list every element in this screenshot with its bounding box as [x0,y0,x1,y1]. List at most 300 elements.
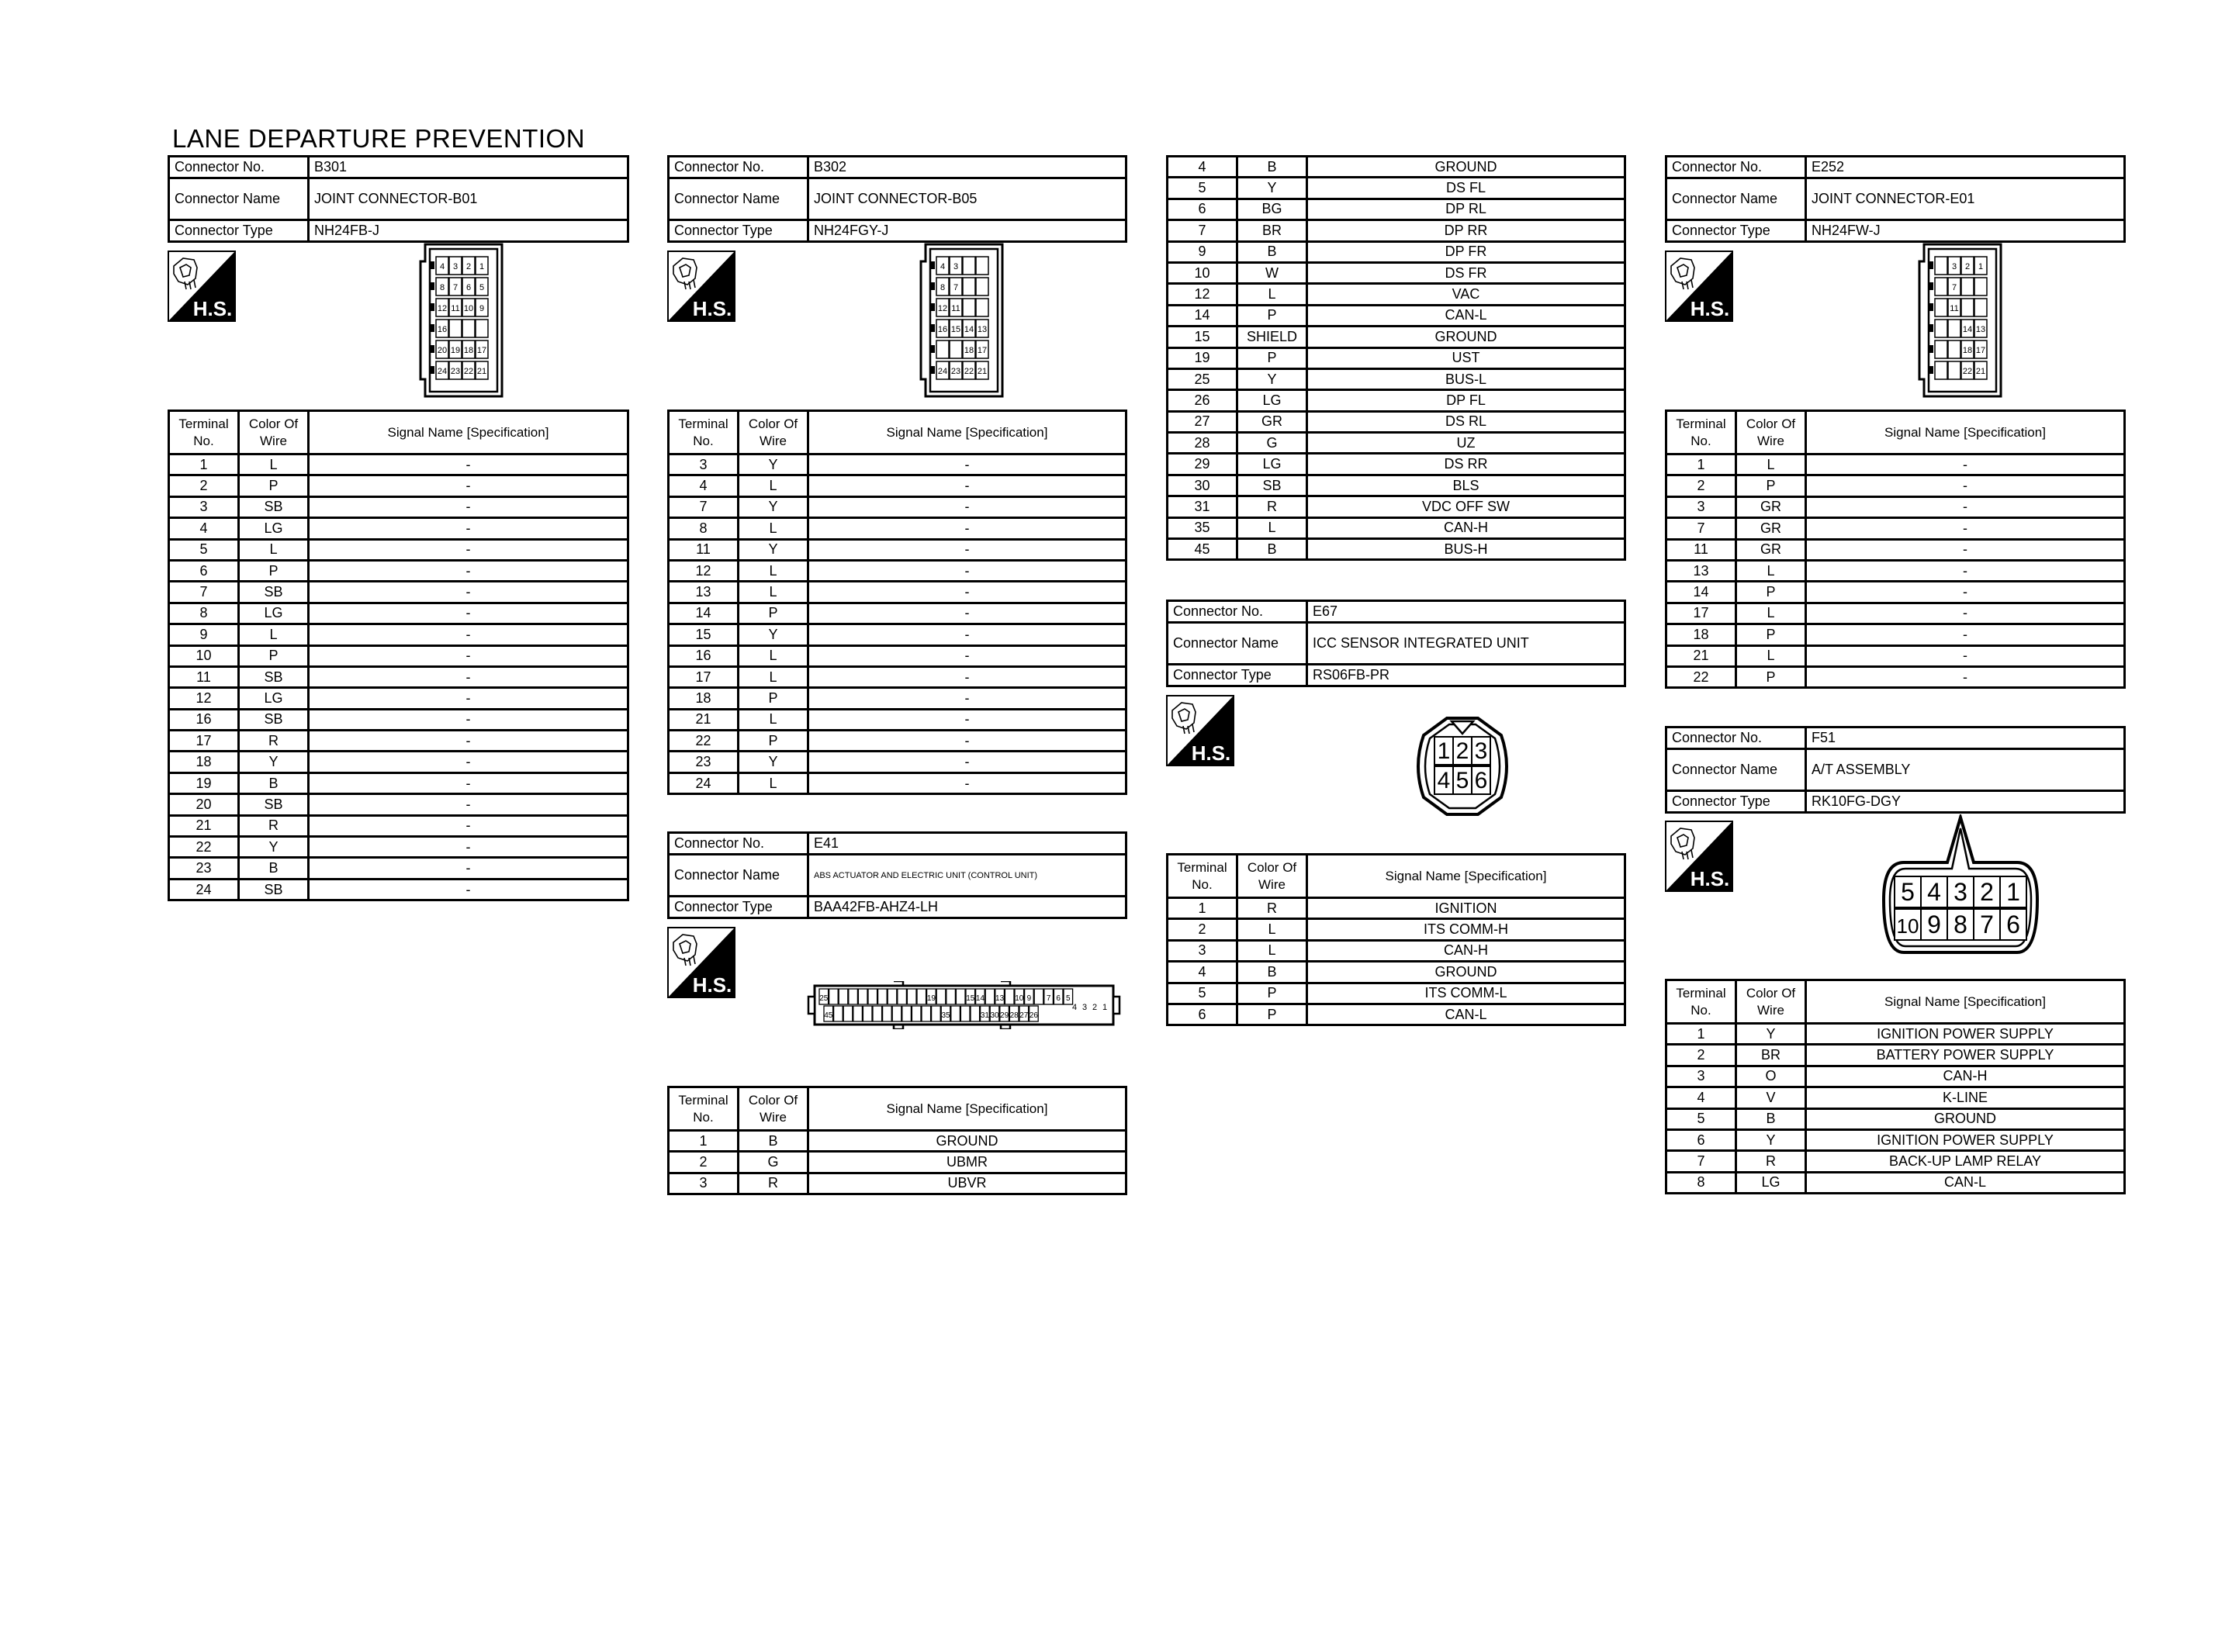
connector-e252-diagram [1918,243,2007,398]
pin-cell [922,1006,931,1021]
table-row [1666,582,2125,603]
signal-name-cell: - [808,772,1126,793]
pin-number: 23 [450,367,461,376]
pin-number: 14 [1962,325,1973,334]
terminal-no-cell: 4 [169,518,239,539]
connector-type-label: Connector Type [669,220,808,242]
table-row [1168,983,1625,1004]
table-row [1168,305,1625,326]
terminal-no-cell: 17 [169,731,239,752]
wire-color-cell: L [1237,284,1307,305]
wire-color-cell: P [1736,624,1806,645]
table-row [669,688,1126,709]
terminal-no-cell: 5 [1666,1108,1736,1129]
pin-cell [963,278,975,295]
connector-b301-info [168,155,629,243]
pin-cell [976,257,988,275]
hs-harness-side-icon [168,251,236,322]
terminal-no-cell: 17 [669,666,739,687]
wire-color-cell: B [1237,157,1307,178]
table-row [1666,1087,2125,1108]
signal-name-cell: UBMR [808,1152,1126,1173]
terminal-no-cell: 5 [1168,983,1237,1004]
wire-color-cell: Y [739,752,808,772]
connector-type-label: Connector Type [1168,665,1307,686]
wire-color-cell: L [739,772,808,793]
signal-name-cell: - [309,603,628,624]
hs-label: H.S. [192,297,233,320]
table-row [1168,898,1625,919]
signal-name-cell: - [309,794,628,815]
wire-color-cell: P [1237,305,1307,326]
pin-cell [888,989,897,1004]
signal-name-cell: DS FR [1307,262,1625,283]
pin-number: 17 [1975,346,1986,355]
signal-name-cell: DS RL [1307,411,1625,432]
pin-number: 5 [479,283,485,292]
pin-cell [936,989,946,1004]
wire-color-cell: Y [739,454,808,475]
wire-color-cell: L [1237,940,1307,961]
signal-name-cell: IGNITION [1307,898,1625,919]
terminal-no-cell: 7 [1168,220,1237,241]
table-row [669,454,1126,475]
signal-name-cell: - [808,603,1126,624]
signal-name-cell: - [808,496,1126,517]
connector-no-label: Connector No. [169,157,309,178]
pin-cell [449,320,462,337]
signal-name-cell: - [808,454,1126,475]
connector-type-label: Connector Type [169,220,309,242]
wire-color-cell: L [739,709,808,730]
wire-color-cell: P [239,645,309,666]
signal-name-cell: - [309,879,628,900]
table-row [1168,157,1625,178]
table-row [169,815,628,836]
connector-name-value: JOINT CONNECTOR-B01 [309,178,628,220]
color-of-wire-header: Color Of Wire [1237,855,1307,898]
terminal-no-cell: 6 [1168,1004,1237,1025]
terminal-no-cell: 2 [1666,475,1736,496]
terminal-no-header: Terminal No. [669,411,739,454]
signal-name-cell: - [309,624,628,645]
table-row [669,772,1126,793]
wire-color-cell: Y [1736,1129,1806,1150]
connector-type-label: Connector Type [1666,791,1806,813]
pin-cell [976,299,988,316]
table-row [1666,1066,2125,1087]
pin-cell [971,1006,980,1021]
connector-no-label: Connector No. [1666,157,1806,178]
terminal-no-cell: 18 [169,752,239,772]
wire-color-cell: GR [1736,539,1806,560]
signal-name-cell: - [1806,539,2125,560]
pin-number: 9 [1026,994,1032,1003]
table-row [169,879,628,900]
signal-name-cell: DP FL [1307,390,1625,411]
color-of-wire-header: Color Of Wire [239,411,309,454]
table-row [669,1173,1126,1194]
pin-number: 7 [1046,994,1051,1003]
terminal-no-header: Terminal No. [169,411,239,454]
wire-color-cell: BR [1237,220,1307,241]
wire-color-cell: L [739,560,808,581]
table-row [169,688,628,709]
terminal-no-cell: 27 [1168,411,1237,432]
table-row [1168,368,1625,389]
pin-number: 18 [964,346,974,355]
terminal-no-cell: 24 [169,879,239,900]
pin-number: 18 [1962,346,1973,355]
terminal-no-cell: 5 [1168,178,1237,199]
pin-number: 2 [1092,1003,1098,1012]
terminal-no-cell: 7 [669,496,739,517]
connector-no-value: B301 [309,157,628,178]
connector-b302-diagram [919,243,1009,398]
terminal-no-cell: 8 [1666,1172,1736,1193]
wire-color-cell: L [739,666,808,687]
signal-name-header: Signal Name [Specification] [1806,411,2125,454]
terminal-no-cell: 15 [1168,327,1237,347]
table-row [1666,454,2125,475]
signal-name-cell: - [808,560,1126,581]
wire-color-cell: P [1237,1004,1307,1025]
wire-color-cell: B [1237,962,1307,983]
table-row [669,582,1126,603]
signal-name-cell: - [309,666,628,687]
connector-type-value: NH24FW-J [1806,220,2125,242]
table-row [1168,284,1625,305]
terminal-no-cell: 7 [1666,1151,1736,1172]
table-row [669,624,1126,645]
table-row [669,752,1126,772]
signal-name-cell: - [1806,603,2125,624]
wire-color-cell: P [239,560,309,581]
table-row [669,475,1126,496]
signal-name-cell: DP RL [1307,199,1625,219]
pin-number: 14 [964,325,974,334]
signal-name-cell: GROUND [1307,327,1625,347]
terminal-no-cell: 10 [1168,262,1237,283]
terminal-no-cell: 7 [1666,518,1736,539]
pin-number: 3 [1954,878,1967,906]
wire-color-cell: L [739,645,808,666]
signal-name-cell: ITS COMM-L [1307,983,1625,1004]
terminal-no-cell: 3 [1666,1066,1736,1087]
wire-color-cell: L [1736,603,1806,624]
wire-color-cell: L [239,454,309,475]
signal-name-cell: UST [1307,347,1625,368]
pin-number: 28 [1009,1011,1019,1020]
terminal-no-cell: 22 [1666,666,1736,687]
wire-color-cell: B [1237,539,1307,560]
table-row [1666,603,2125,624]
signal-name-cell: - [808,624,1126,645]
pin-cell [960,1006,970,1021]
terminal-no-cell: 1 [1666,1024,1736,1045]
table-row [669,645,1126,666]
pin-cell [839,989,848,1004]
pin-number: 18 [463,346,474,355]
wire-color-cell: P [1736,582,1806,603]
hs-label: H.S. [692,973,732,997]
wire-color-cell: LG [1237,390,1307,411]
wire-color-cell: P [1237,347,1307,368]
signal-name-cell: - [1806,560,2125,581]
pin-cell [858,989,867,1004]
pin-number: 24 [437,367,448,376]
table-row [169,603,628,624]
pin-number: 5 [1901,878,1915,906]
pin-number: 11 [1950,304,1959,313]
pin-cell [912,1006,921,1021]
wire-color-cell: Y [1736,1024,1806,1045]
pin-number: 8 [940,283,946,292]
table-row [1168,241,1625,262]
hs-label: H.S. [1690,867,1730,890]
wire-color-cell: SB [1237,475,1307,496]
pin-number: 3 [1081,1003,1088,1012]
pin-number: 15 [950,325,961,334]
wire-color-cell: L [1736,560,1806,581]
table-row [169,837,628,858]
pin-number: 1 [1437,738,1451,764]
wire-color-cell: L [739,518,808,539]
pin-number: 1 [1978,262,1984,271]
wire-color-cell: GR [1237,411,1307,432]
table-row [1666,624,2125,645]
pin-number: 22 [463,367,474,376]
terminal-no-cell: 2 [669,1152,739,1173]
terminal-no-cell: 22 [169,837,239,858]
connector-f51-terminal-table [1665,979,2126,1194]
pin-cell [963,257,975,275]
terminal-no-cell: 14 [1666,582,1736,603]
pin-number: 6 [465,283,472,292]
wire-color-cell: Y [1237,178,1307,199]
terminal-no-cell: 13 [1666,560,1736,581]
connector-no-label: Connector No. [669,157,808,178]
pin-number: 13 [1975,325,1986,334]
table-row [1168,539,1625,560]
terminal-no-cell: 24 [669,772,739,793]
connector-e41-info [667,831,1127,919]
wire-color-cell: B [239,858,309,879]
hs-harness-side-icon [1665,821,1733,892]
wire-color-cell: B [239,772,309,793]
pin-cell [1948,340,1960,358]
terminal-no-cell: 15 [669,624,739,645]
pin-cell [843,1006,853,1021]
wire-color-cell: SB [239,879,309,900]
signal-name-cell: CAN-H [1806,1066,2125,1087]
connector-name-label: Connector Name [1666,749,1806,791]
table-row [1168,433,1625,454]
table-row [1666,1172,2125,1193]
connector-name-value: JOINT CONNECTOR-B05 [808,178,1126,220]
terminal-no-cell: 14 [1168,305,1237,326]
signal-name-cell: CAN-L [1307,1004,1625,1025]
wire-color-cell: B [1736,1108,1806,1129]
table-row [169,496,628,517]
pin-number: 7 [1951,283,1957,292]
terminal-no-cell: 3 [669,454,739,475]
table-row [169,582,628,603]
wire-color-cell: L [739,475,808,496]
terminal-no-cell: 11 [169,666,239,687]
signal-name-cell: - [309,582,628,603]
signal-name-cell: DP FR [1307,241,1625,262]
pin-number: 6 [1056,994,1061,1003]
connector-e41-diagram [807,981,1121,1029]
pin-number: 13 [977,325,988,334]
wire-color-cell: P [1736,475,1806,496]
terminal-no-header: Terminal No. [1666,980,1736,1024]
signal-name-cell: - [808,645,1126,666]
pin-number: 7 [452,283,459,292]
pin-cell [892,1006,901,1021]
pin-cell [829,989,839,1004]
terminal-no-cell: 19 [1168,347,1237,368]
wire-color-cell: B [739,1131,808,1152]
terminal-no-cell: 22 [669,731,739,752]
signal-name-cell: - [1806,475,2125,496]
table-row [1168,262,1625,283]
pin-number: 7 [953,283,959,292]
signal-name-cell: BATTERY POWER SUPPLY [1806,1045,2125,1066]
signal-name-cell: - [808,582,1126,603]
table-row [669,731,1126,752]
signal-name-cell: - [309,752,628,772]
wire-color-cell: L [1237,517,1307,538]
terminal-no-cell: 21 [669,709,739,730]
terminal-no-cell: 21 [169,815,239,836]
connector-name-label: Connector Name [669,178,808,220]
signal-name-cell: BUS-L [1307,368,1625,389]
wire-color-cell: BG [1237,199,1307,219]
terminal-no-cell: 1 [669,1131,739,1152]
pin-cell [1961,278,1974,295]
pin-cell [917,989,926,1004]
pin-number: 13 [995,994,1005,1003]
table-row [1666,1024,2125,1045]
table-row [169,454,628,475]
table-row [1168,390,1625,411]
wire-color-cell: SHIELD [1237,327,1307,347]
pin-cell [853,1006,863,1021]
connector-no-value: E252 [1806,157,2125,178]
table-row [669,560,1126,581]
connector-e67-diagram [1408,712,1517,821]
signal-name-cell: - [309,475,628,496]
signal-name-cell: - [309,815,628,836]
table-row [1168,940,1625,961]
signal-name-cell: CAN-L [1806,1172,2125,1193]
table-row [1168,475,1625,496]
table-row [1666,1151,2125,1172]
connector-name-value: ABS ACTUATOR AND ELECTRIC UNIT (CONTROL UNIT) [808,855,1126,897]
pin-number: 21 [977,367,988,376]
pin-number: 8 [439,283,445,292]
terminal-no-cell: 12 [169,688,239,709]
pin-number: 8 [1954,911,1967,938]
signal-name-cell: - [808,518,1126,539]
connector-type-value: RS06FB-PR [1307,665,1625,686]
wire-color-cell: O [1736,1066,1806,1087]
pin-number: 29 [1000,1011,1009,1020]
pin-number: 2 [1980,878,1994,906]
terminal-no-cell: 4 [1168,962,1237,983]
signal-name-cell: ITS COMM-H [1307,919,1625,940]
pin-cell [902,1006,912,1021]
table-row [1168,347,1625,368]
terminal-no-cell: 12 [1168,284,1237,305]
table-row [1168,517,1625,538]
wire-color-cell: SB [239,666,309,687]
pin-cell [868,989,877,1004]
table-row [1168,199,1625,219]
terminal-no-cell: 19 [169,772,239,793]
signal-name-cell: VAC [1307,284,1625,305]
signal-name-cell: - [309,688,628,709]
terminal-no-cell: 11 [669,539,739,560]
hs-harness-side-icon [667,251,735,322]
wire-color-cell: L [739,582,808,603]
pin-cell [1935,361,1947,379]
signal-name-cell: BUS-H [1307,539,1625,560]
signal-name-header: Signal Name [Specification] [808,411,1126,454]
pin-cell [1034,989,1043,1004]
wire-color-cell: SB [239,582,309,603]
signal-name-cell: - [309,837,628,858]
signal-name-cell: BLS [1307,475,1625,496]
connector-b301-diagram [419,243,508,398]
signal-name-cell: K-LINE [1806,1087,2125,1108]
pin-number: 2 [1455,738,1469,764]
table-row [169,858,628,879]
wire-color-cell: Y [739,539,808,560]
table-row [1666,1045,2125,1066]
terminal-no-header: Terminal No. [669,1087,739,1131]
pin-number: 9 [1927,911,1941,938]
table-row [1168,962,1625,983]
pin-cell [1974,299,1987,316]
pin-number: 31 [980,1011,989,1020]
hs-harness-side-icon [1665,251,1733,322]
pin-number: 25 [819,994,829,1003]
table-row [169,560,628,581]
connector-e252-info [1665,155,2126,243]
terminal-no-cell: 8 [669,518,739,539]
pin-number: 22 [964,367,974,376]
terminal-no-cell: 4 [1168,157,1237,178]
table-row [1168,411,1625,432]
table-row [1666,560,2125,581]
wire-color-cell: P [739,603,808,624]
pin-number: 11 [451,304,460,313]
signal-name-cell: DP RR [1307,220,1625,241]
table-row [169,772,628,793]
table-row [169,539,628,560]
pin-number: 3 [452,262,459,271]
terminal-no-cell: 18 [669,688,739,709]
color-of-wire-header: Color Of Wire [739,1087,808,1131]
signal-name-cell: - [309,518,628,539]
terminal-no-cell: 12 [669,560,739,581]
wire-color-cell: Y [1237,368,1307,389]
table-row [669,496,1126,517]
pin-cell [1935,320,1947,337]
